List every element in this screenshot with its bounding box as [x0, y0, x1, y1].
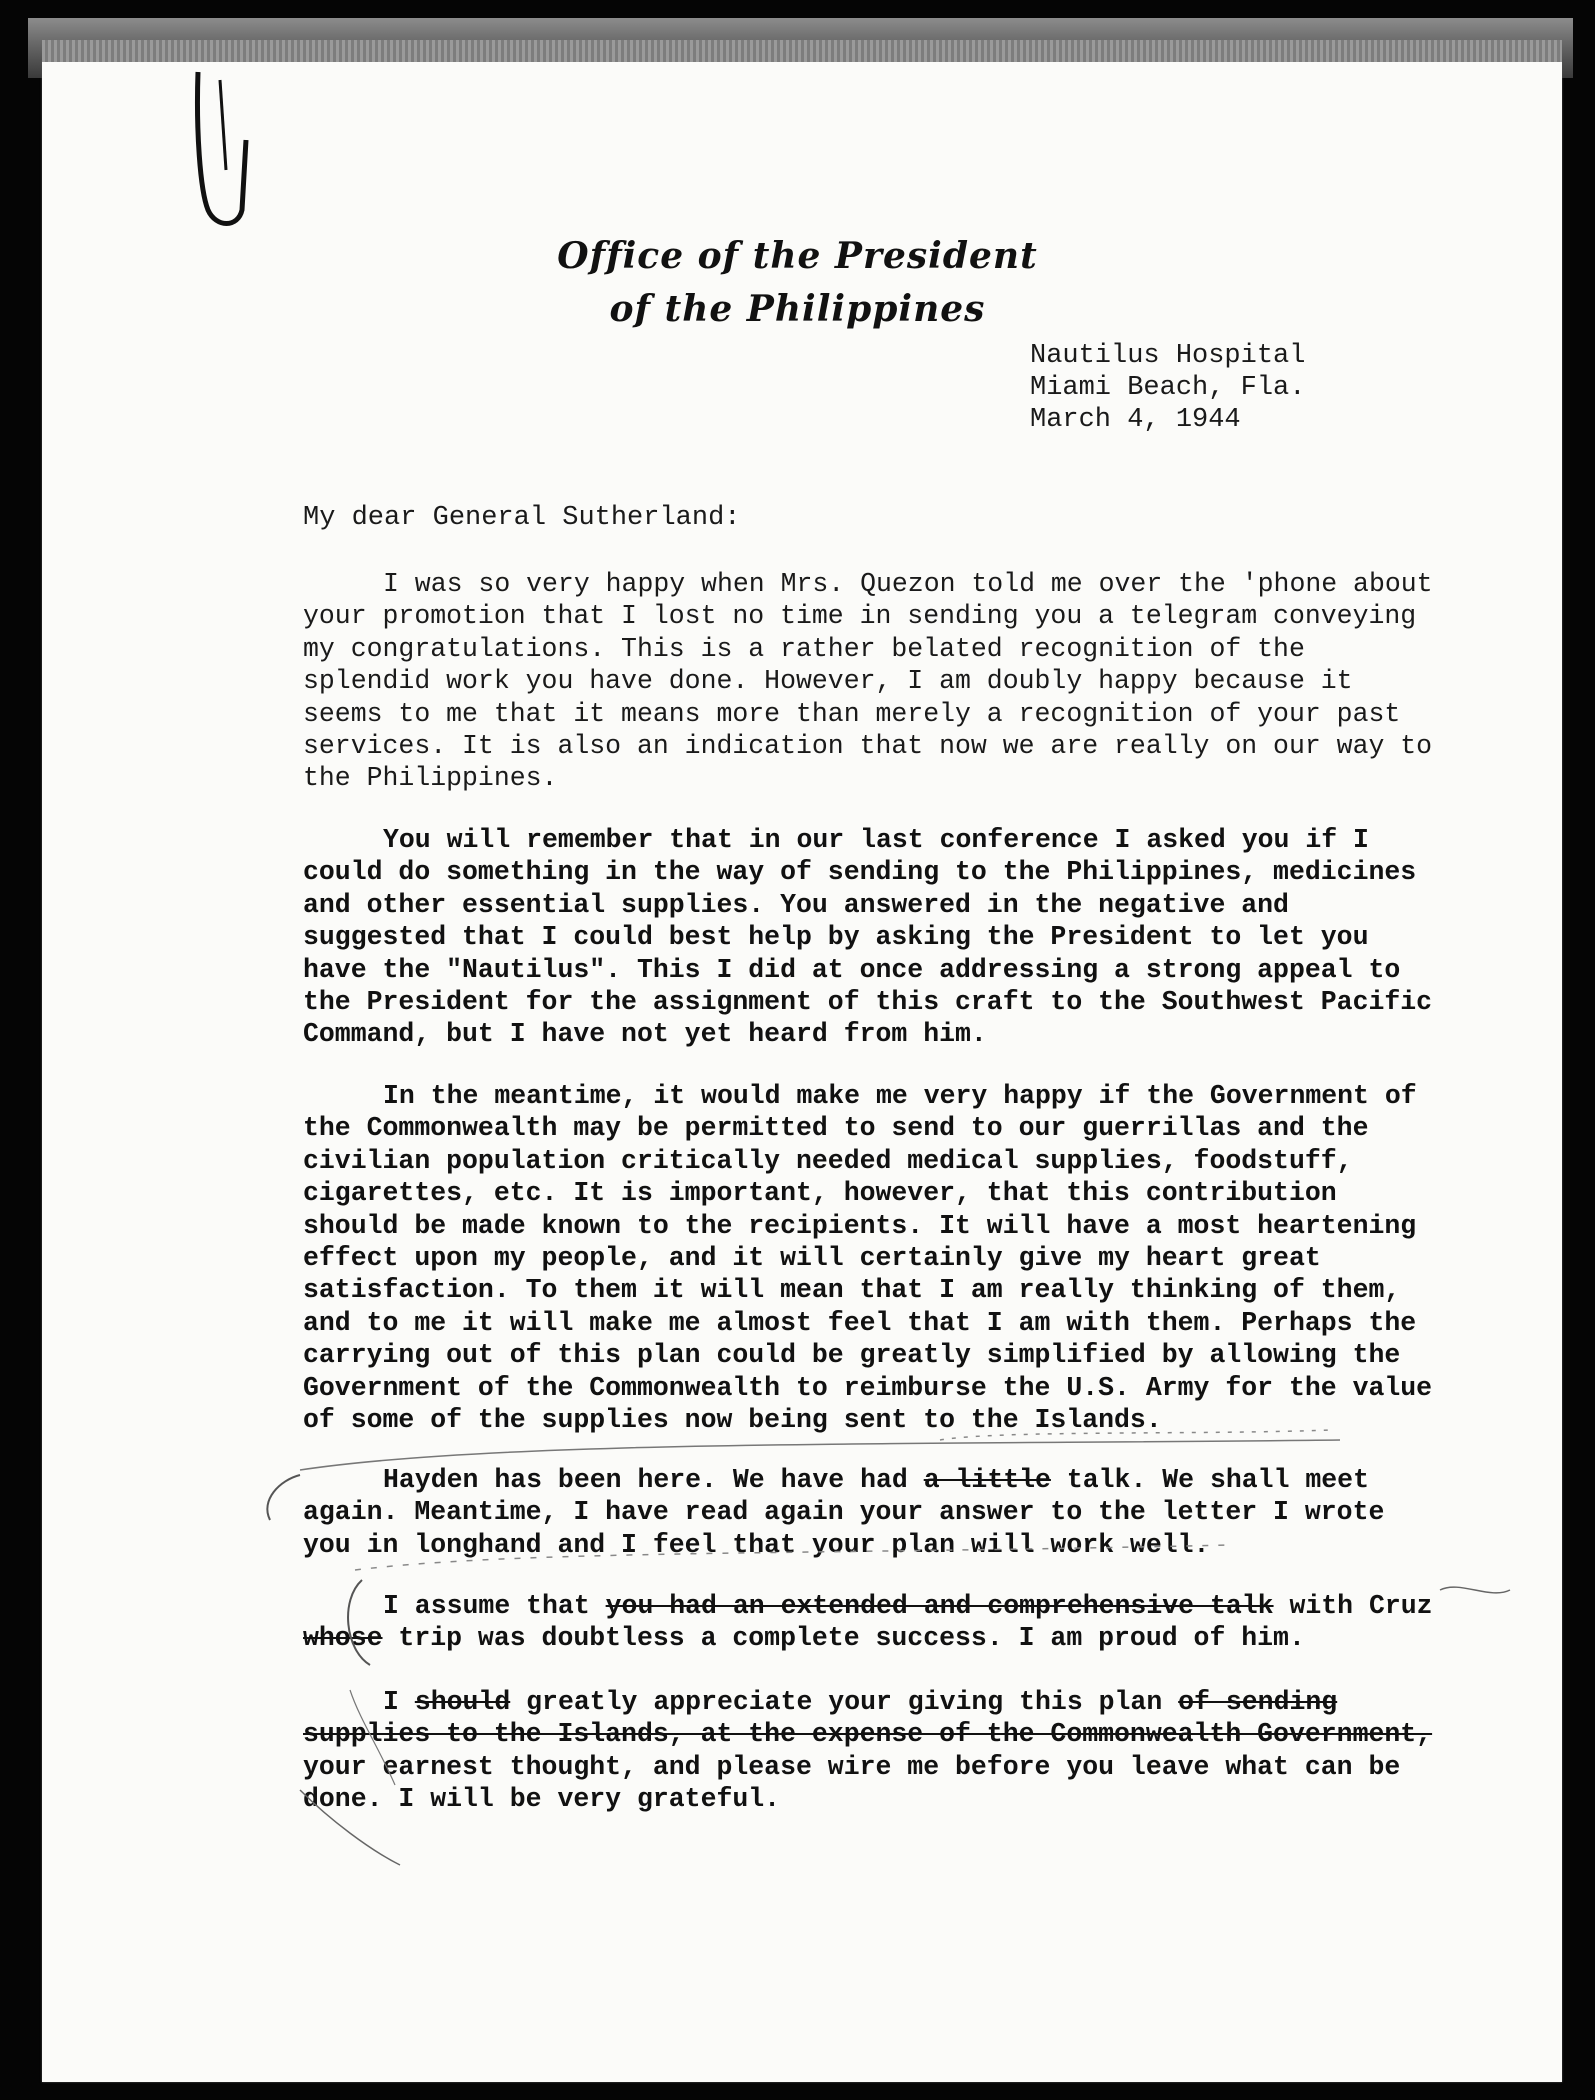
paragraph-3: In the meantime, it would make me very happy if the Government of the Commonwealth may be permitted to send to our guerrillas and the civilian population critically needed medical supplies, foodstuff, cigarettes, etc. It is important, however, that this contribution should be made known to the recipients. It will have a most heartening effect upon my people, and it will certainly give my heart great satisfaction. To them it will mean that I am really thinking of them, and to me it will make me almost feel that I am with them. Perhaps the carrying out of this plan could be greatly simplified by allowing the Government of the Commonwealth to reimburse the U.S. Army for the value of some of the supplies now being sent to the Islands.	[303, 1081, 1433, 1436]
address-city: Miami Beach, Fla.	[1030, 373, 1306, 403]
paragraph-4	[303, 1464, 1433, 1561]
p5-text-b: with Cruz	[1273, 1591, 1433, 1621]
p6-text-c: your earnest thought, and please wire me before you leave what can be done. I will be very grateful.	[303, 1751, 1401, 1815]
p4-struck-text: a little	[923, 1465, 1051, 1495]
letterhead-line-1: Office of the President	[557, 235, 1038, 277]
p4-text-b: talk. We shall meet again. Meantime, I have read again your answer to the letter I wrote you in longhand and I feel that your plan will work well.	[303, 1465, 1385, 1560]
p6-struck-text-1: should	[414, 1687, 511, 1717]
address-place: Nautilus Hospital	[1030, 341, 1306, 371]
p5-struck-text-1: you had an extended and comprehensive talk	[605, 1591, 1274, 1621]
paragraph-2: You will remember that in our last conference I asked you if I could do something in the way of sending to the Philippines, medicines and other essential supplies. You answered in the negative and suggested that I could best help by asking the President to let you have the "Nautilus". This I did at once addressing a strong appeal to the President for the assignment of this craft to the Southwest Pacific Command, but I have not yet heard from him.	[303, 825, 1433, 1050]
p5-text-a: I assume that	[383, 1591, 606, 1621]
p5-text-c: trip was doubtless a complete success. I am proud of him.	[382, 1623, 1305, 1654]
p6-text-a: I	[383, 1687, 415, 1717]
paperclip-mark-icon	[190, 70, 260, 230]
letterhead-line-2: of the Philippines	[609, 288, 986, 330]
paragraph-1: I was so very happy when Mrs. Quezon told me over the 'phone about your promotion that I lost no time in sending you a telegram conveying my congratulations. This is a rather belated recognition of the splendid work you have done. However, I am doubly happy because it seems to me that it means more than merely a recognition of your past services. It is also an indication that now we are really on our way to the Philippines.	[303, 569, 1433, 794]
address-date: March 4, 1944	[1030, 405, 1241, 435]
salutation: My dear General Sutherland:	[303, 503, 741, 533]
p6-struck-text-2: of sending supplies to the Islands, at the expense of the Commonwealth Government,	[303, 1687, 1433, 1750]
paragraph-6	[303, 1686, 1433, 1816]
p4-text-a: Hayden has been here. We have had	[383, 1465, 924, 1495]
paper-top-edge	[42, 40, 1562, 62]
paragraph-5	[303, 1590, 1433, 1655]
p6-text-b: greatly appreciate your giving this plan	[510, 1687, 1179, 1717]
p5-struck-text-2: whose	[303, 1623, 383, 1654]
sender-address	[1030, 340, 1305, 436]
